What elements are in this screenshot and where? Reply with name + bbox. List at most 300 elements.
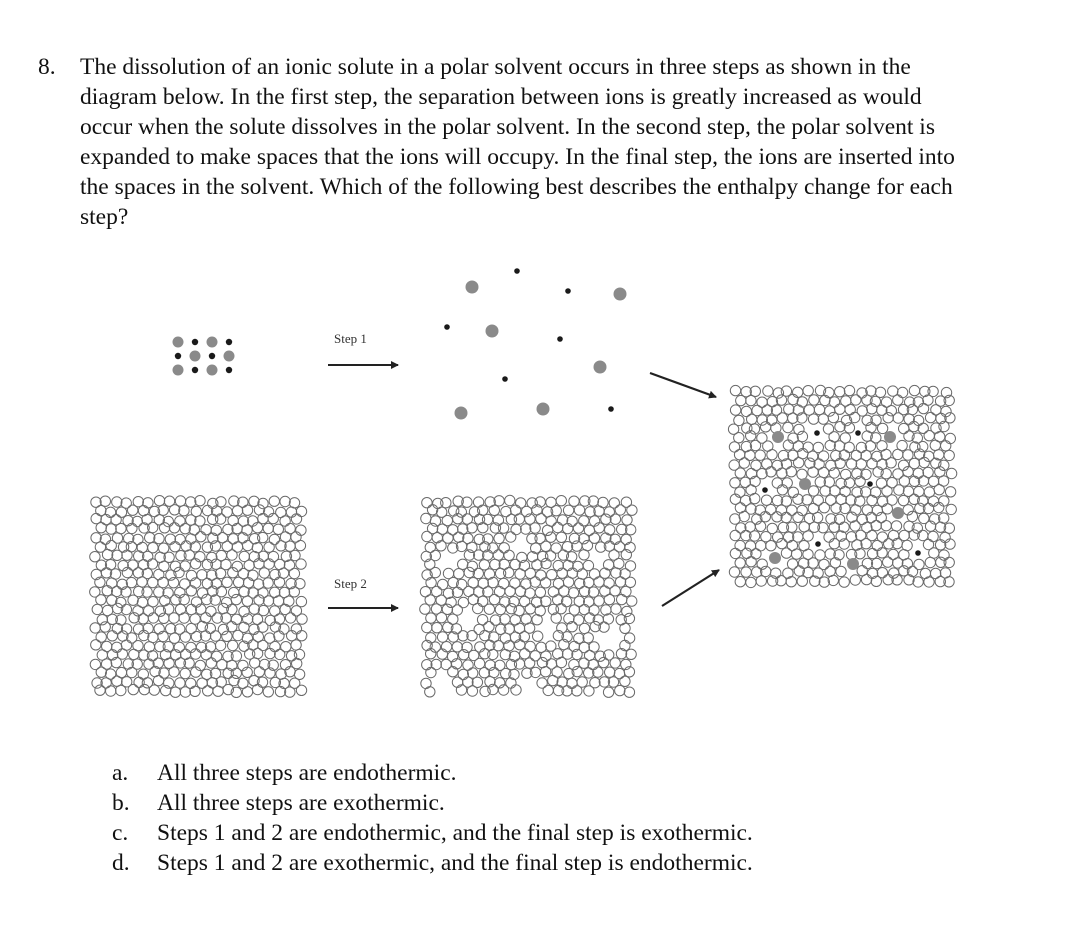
solvent-molecule [158,577,168,587]
solvent-molecule [291,514,301,524]
solvent-molecule [797,469,807,479]
solvent-molecule [939,496,949,506]
solvent-molecule [739,511,749,521]
solvent-molecule [881,521,891,531]
solvent-molecule [883,557,893,567]
solvent-molecule [788,487,798,497]
solvent-molecule [169,523,179,533]
solvent-molecule [913,577,923,587]
solvent-molecule [95,685,105,695]
solvent-molecule [914,559,924,569]
solvent-molecule [112,550,122,560]
solvent-molecule [818,467,828,477]
solvent-molecule [610,534,620,544]
solvent-molecule [100,496,110,506]
solvent-molecule [541,541,551,551]
solvent-molecule [228,534,238,544]
solvent-molecule [196,532,206,542]
solvent-molecule [909,385,919,395]
solvent-molecule [449,506,459,516]
solvent-molecule [296,596,306,606]
solvent-molecule [242,687,252,697]
solvent-molecule [165,534,175,544]
solvent-molecule [611,604,621,614]
solvent-molecule [543,685,553,695]
solvent-molecule [610,514,620,524]
solvent-molecule [808,558,818,568]
solvent-molecule [532,615,542,625]
solvent-molecule [741,567,751,577]
solvent-molecule [100,534,110,544]
solvent-molecule [610,658,620,668]
solvent-molecule [494,533,504,543]
solvent-molecule [786,577,796,587]
anion [557,336,563,342]
solvent-molecule [139,684,149,694]
solvent-molecule [505,495,515,505]
solvent-molecule [930,440,940,450]
anion [175,353,181,359]
solvent-molecule [243,540,253,550]
solvent-molecule [128,560,138,570]
solvent-molecule [102,549,112,559]
solvent-molecule [530,523,540,533]
solvent-molecule [448,667,458,677]
question-line: expanded to make spaces that the ions will occupy. In the final step, the ions are inserted into [80,144,955,170]
solvent-molecule [269,534,279,544]
cation [799,478,811,490]
solvent-molecule [91,640,101,650]
question-number: 8. [38,54,56,80]
solvent-molecule [128,595,138,605]
solvent-molecule [730,548,740,558]
solvent-molecule [767,450,777,460]
solvent-molecule [270,606,280,616]
solvent-molecule [944,450,954,460]
solvent-molecule [231,594,241,604]
solvent-molecule [767,415,777,425]
solvent-molecule [918,403,928,413]
solvent-molecule [422,531,432,541]
solvent-molecule [179,506,189,516]
solvent-molecule [579,516,589,526]
solvent-molecule [478,523,488,533]
solvent-molecule [520,649,530,659]
solvent-molecule [128,684,138,694]
solvent-molecule [116,597,126,607]
solvent-molecule [258,513,268,523]
solvent-molecule [872,540,882,550]
solvent-molecule [205,623,215,633]
solvent-molecule [757,415,767,425]
solvent-molecule [929,548,939,558]
solvent-molecule [829,522,839,532]
solvent-molecule [195,496,205,506]
solvent-molecule [567,516,577,526]
solvent-molecule [877,548,887,558]
solvent-molecule [159,523,169,533]
solvent-molecule [274,631,284,641]
solvent-molecule [258,532,268,542]
solvent-molecule [730,514,740,524]
solvent-molecule [231,614,241,624]
solvent-molecule [296,559,306,569]
question-line: the spaces in the solvent. Which of the following best describes the enthalpy change for each [80,174,953,200]
solvent-molecule [297,614,307,624]
solvent-molecule [605,667,615,677]
question-line: diagram below. In the first step, the separation between ions is greatly increased as would [80,84,922,110]
solvent-molecule [467,523,477,533]
solvent-molecule [92,604,102,614]
solvent-molecule [541,651,551,661]
solvent-molecule [515,569,525,579]
solvent-molecule [893,395,903,405]
anion [209,353,215,359]
solvent-molecule [231,668,241,678]
solvent-molecule [107,631,117,641]
solvent-molecule [265,648,275,658]
solvent-molecule [500,649,510,659]
solvent-molecule [525,604,535,614]
solvent-molecule [925,412,935,422]
solvent-molecule [814,404,824,414]
cation [537,403,550,416]
solvent-molecule [506,532,516,542]
solvent-molecule [567,678,577,688]
solvent-molecule [90,623,100,633]
solvent-molecule [803,531,813,541]
anion [192,367,198,373]
solvent-molecule [746,395,756,405]
solvent-molecule [263,687,273,697]
solvent-molecule [605,525,615,535]
solvent-molecule [877,496,887,506]
solvent-molecule [458,669,468,679]
step-2-label: Step 2 [334,576,367,591]
solvent-molecule [730,385,740,395]
solvent-molecule [222,577,232,587]
solvent-molecule [432,533,442,543]
solvent-molecule [781,548,791,558]
solvent-molecule [500,614,510,624]
solvent-molecule [448,614,458,624]
solvent-molecule [421,513,431,523]
solvent-molecule [735,468,745,478]
separated-ions [444,268,626,419]
solvent-molecule [259,568,269,578]
solvent-molecule [228,640,238,650]
solvent-molecule [426,667,436,677]
solvent-molecule [819,503,829,513]
question-line: step? [80,204,129,230]
solvent-molecule [925,557,935,567]
solvent-molecule [844,385,854,395]
solvent-molecule [100,622,110,632]
solvent-molecule [812,512,822,522]
solvent-molecule [548,587,558,597]
anion [855,430,861,436]
solvent-molecule [441,498,451,508]
choice-letter: a. [112,760,129,786]
solvent-molecule [820,486,830,496]
solvent-molecule [179,613,189,623]
solvent-molecule [928,496,938,506]
solvent-molecule [437,649,447,659]
solvent-molecule [945,487,955,497]
solvent-molecule [186,497,196,507]
solvent-molecule [488,577,498,587]
anion [815,541,821,547]
solvent-molecule [143,498,153,508]
solvent-molecule [169,667,179,677]
solvent-molecule [249,604,259,614]
solvent-molecule [133,624,143,634]
solvent-molecule [782,478,792,488]
solvent-molecule [479,668,489,678]
solvent-molecule [563,560,573,570]
solvent-molecule [96,523,106,533]
solvent-molecule [604,594,614,604]
solvent-molecule [624,687,634,697]
step-3-arrow-down [650,373,716,397]
solvent-molecule [730,530,740,540]
solvent-molecule [793,441,803,451]
solvent-molecule [594,577,604,587]
solvent-molecule [622,515,632,525]
solvent-molecule [946,468,956,478]
solvent-molecule [553,522,563,532]
solvent-molecule [835,458,845,468]
choice-letter: d. [112,850,130,876]
solvent-molecule [96,667,106,677]
solvent-molecule [823,424,833,434]
solvent-molecule [928,531,938,541]
solvent-molecule [170,542,180,552]
anion [762,487,768,493]
solvent-molecule [563,505,573,515]
solvent-molecule [519,596,529,606]
solvent-molecule [102,586,112,596]
solvent-molecule [480,686,490,696]
solvent-molecule [736,523,746,533]
solvent-molecule [870,487,880,497]
solvent-molecule [425,687,435,697]
solvent-molecule [793,387,803,397]
choice-text: All three steps are endothermic. [157,760,457,786]
solvent-molecule [913,468,923,478]
solvent-molecule [730,405,740,415]
solvent-molecule [766,504,776,514]
solvent-molecule [504,568,514,578]
solvent-molecule [824,532,834,542]
ionic-crystal-lattice [173,337,235,376]
anion [444,324,450,330]
solvent-molecule [537,678,547,688]
solvent-molecule [533,631,543,641]
question-line: occur when the solute dissolves in the polar solvent. In the second step, the polar solvent is [80,114,935,140]
solvent-molecule [894,485,904,495]
solvent-molecule [818,414,828,424]
solvent-molecule [904,414,914,424]
solvent-molecule [456,507,466,517]
solvent-molecule [934,502,944,512]
solvent-molecule [540,667,550,677]
solvent-molecule [556,532,566,542]
solvent-molecule [473,497,483,507]
solvent-molecule [772,478,782,488]
solvent-molecule [573,561,583,571]
solvent-molecule [574,633,584,643]
cation [207,337,218,348]
solvent-molecule [899,423,909,433]
solvent-molecule [746,577,756,587]
solvent-molecule [153,675,163,685]
solvent-molecule [729,442,739,452]
solvent-molecule [514,659,524,669]
anion [502,376,508,382]
solvent-molecule [620,676,630,686]
solvent-molecule [490,615,500,625]
solvent-molecule [275,649,285,659]
solvent-molecule [589,605,599,615]
solvent-molecule [598,657,608,667]
solvent-molecule [154,533,164,543]
solvent-molecule [145,533,155,543]
solvent-molecule [521,524,531,534]
solvent-molecule [889,568,899,578]
solvent-molecule [215,640,225,650]
solvent-molecule [252,648,262,658]
solvent-molecule [579,623,589,633]
solvent-molecule [458,597,468,607]
solvent-molecule [422,660,432,670]
solvent-molecule [494,586,504,596]
solvent-molecule [227,550,237,560]
solvent-molecule [180,687,190,697]
solvent-molecule [626,649,636,659]
solvent-molecule [946,504,956,514]
solvent-molecule [594,596,604,606]
solvent-molecule [186,534,196,544]
choice-text: Steps 1 and 2 are endothermic, and the final step is exothermic. [157,820,753,846]
solvent-molecule [425,595,435,605]
solvent-molecule [536,514,546,524]
solvent-molecule [242,505,252,515]
solvent-molecule [735,577,745,587]
solvent-molecule [924,431,934,441]
solvent-molecule [129,649,139,659]
step-3-arrow-up [662,570,719,606]
solvent-molecule [924,577,934,587]
solvent-molecule [206,606,216,616]
solvent-molecule [296,685,306,695]
solvent-molecule [876,478,886,488]
solvent-molecule [736,395,746,405]
solvent-molecule [624,633,634,643]
solvent-molecule [501,506,511,516]
solvent-molecule [514,514,524,524]
solvent-molecule [232,506,242,516]
solvent-molecule [850,521,860,531]
solvent-molecule [867,495,877,505]
solvent-molecule [127,667,137,677]
solvent-molecule [499,543,509,553]
solvent-molecule [621,586,631,596]
solvent-molecule [452,677,462,687]
solvent-molecule [760,422,770,432]
cation [892,507,904,519]
solvent-molecule [233,577,243,587]
solvent-molecule [877,423,887,433]
solvent-molecule [456,685,466,695]
anion [608,406,614,412]
solvent-molecule [787,505,797,515]
solvent-molecule [422,498,432,508]
choice-letter: c. [112,820,129,846]
solvent-molecule [536,570,546,580]
anion [814,430,820,436]
solvent-molecule [548,675,558,685]
solvent-molecule [893,413,903,423]
solvent-molecule [437,632,447,642]
anion [226,367,232,373]
solvent-molecule [603,687,613,697]
solvent-molecule [495,604,505,614]
solvent-molecule [777,485,787,495]
solvent-molecule [175,534,185,544]
cation [769,552,781,564]
solvent-molecule [756,576,766,586]
solvent-molecule [488,649,498,659]
solvent-molecule [463,660,473,670]
solvent-molecule [572,686,582,696]
solvent-molecule [746,557,756,567]
solvent-molecule [453,514,463,524]
solvent-molecule [829,539,839,549]
solvent-molecule [137,577,147,587]
solvent-molecule [274,614,284,624]
solvent-molecule [861,574,871,584]
solvent-molecule [97,615,107,625]
solvent-molecule [490,559,500,569]
solvent-molecule [794,458,804,468]
solvent-molecule [506,604,516,614]
solvent-molecule [295,540,305,550]
cation [173,365,184,376]
solvent-molecule [762,459,772,469]
solvent-molecule [772,460,782,470]
solvent-molecule [511,685,521,695]
solvent-molecule [777,468,787,478]
solvent-molecule [745,450,755,460]
anion [867,481,873,487]
solvent-molecule [441,659,451,669]
solvent-molecule [186,586,196,596]
solvent-molecule [112,497,122,507]
question-line: The dissolution of an ionic solute in a polar solvent occurs in three steps as shown in the [80,54,911,80]
solvent-molecule [844,423,854,433]
solvent-molecule [897,387,907,397]
solvent-molecule [441,642,451,652]
solvent-molecule [861,539,871,549]
solvent-molecule [213,686,223,696]
cation [455,407,468,420]
solvent-molecule [221,597,231,607]
solvent-molecule [556,657,566,667]
solvent-molecule [175,516,185,526]
cation [173,337,184,348]
anion [565,288,571,294]
